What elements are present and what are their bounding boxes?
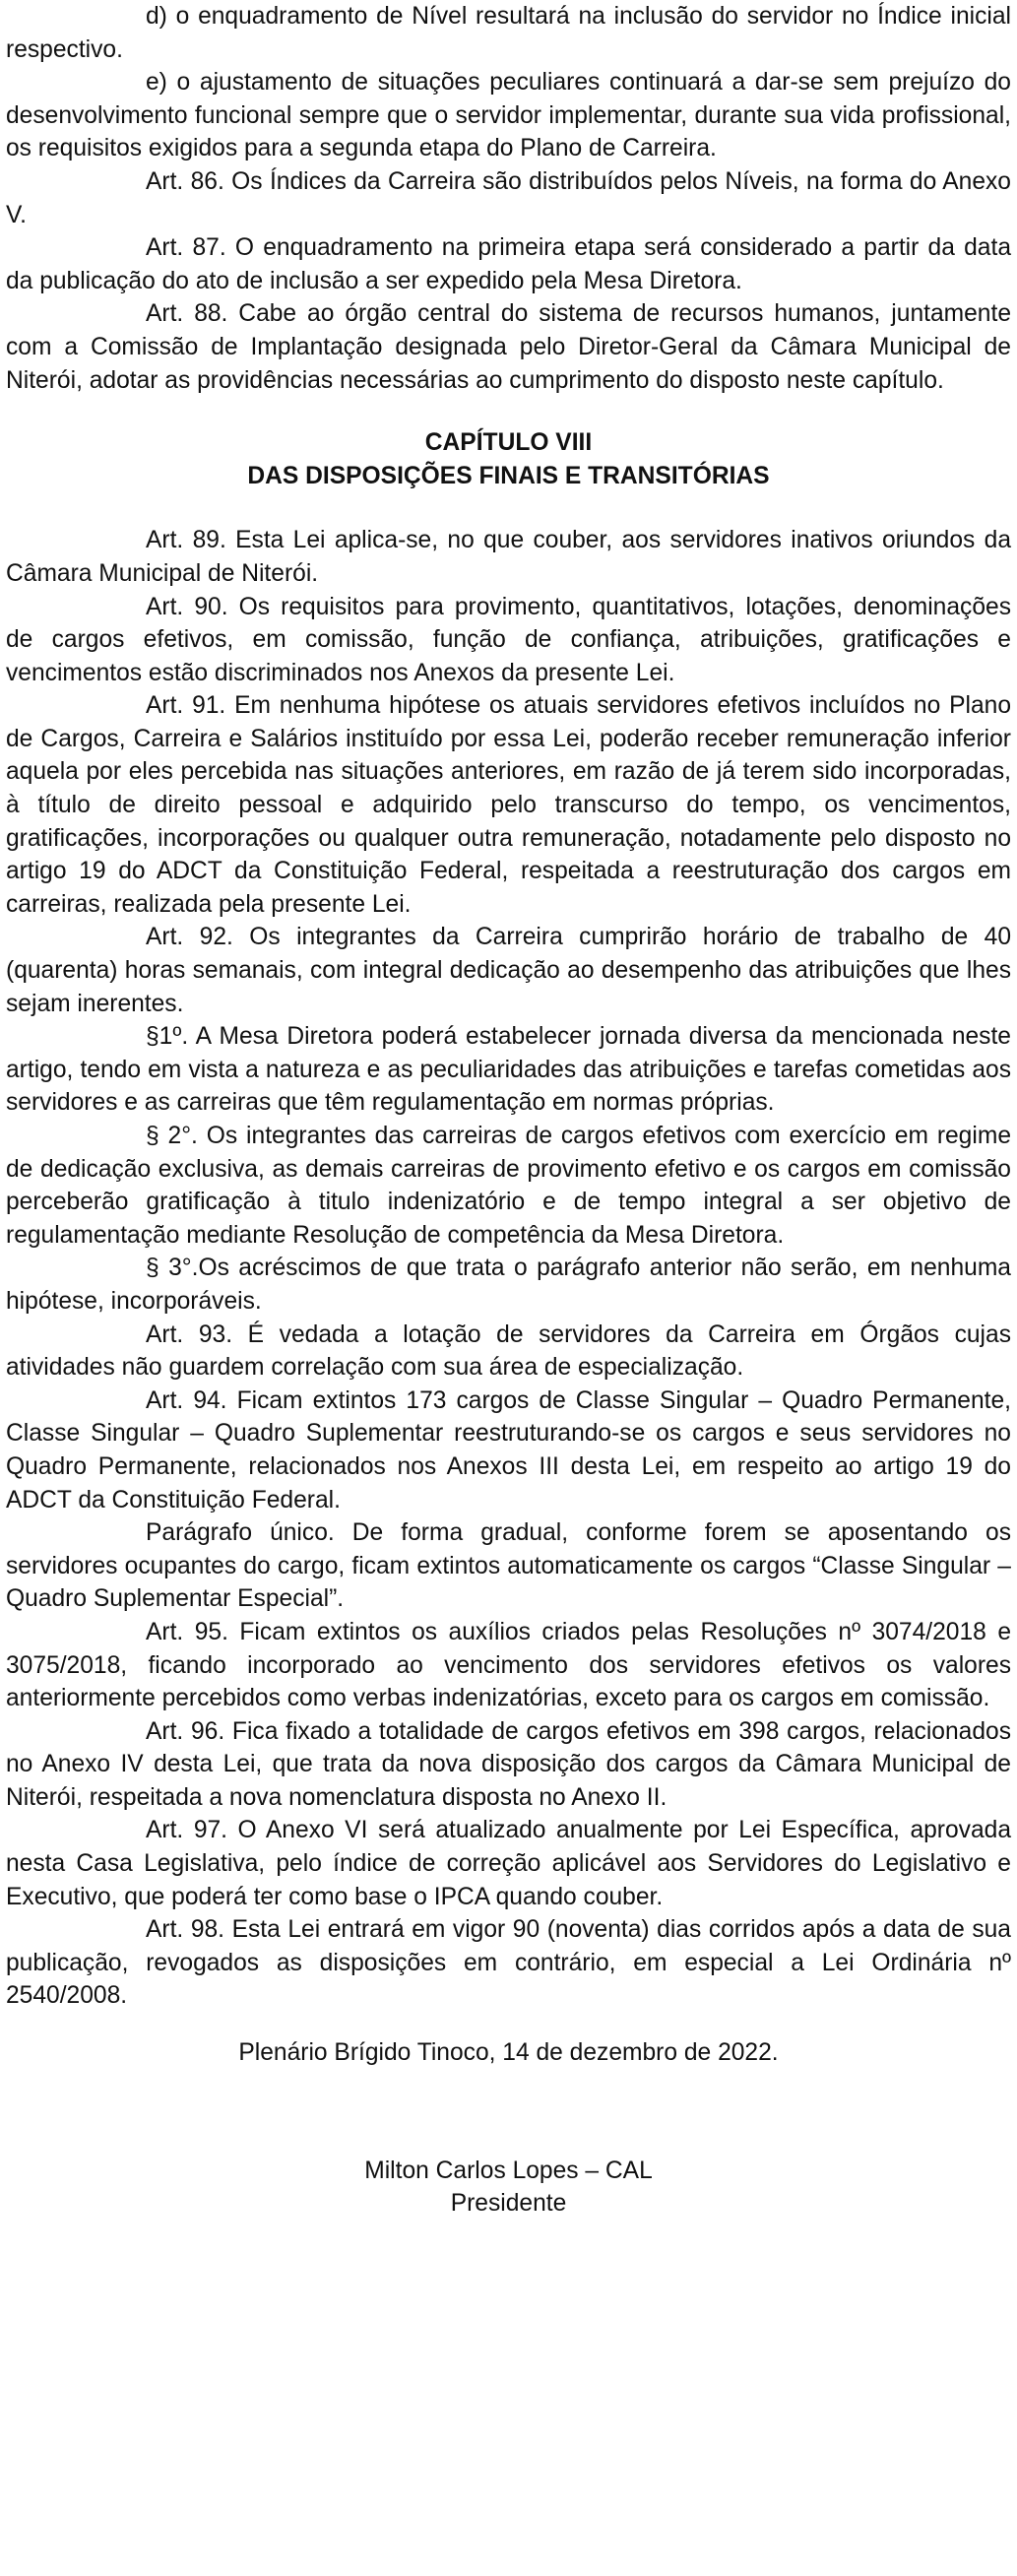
paragraph: Art. 96. Fica fixado a totalidade de cargos efetivos em 398 cargos, relacionados no Anexo IV desta Lei, que trata da nova disposição dos cargos da Câmara Municipal de Niterói, respeitada a nova nomenclatura disposta no Anexo II. — [6, 1717, 1011, 1811]
chapter-number: CAPÍTULO VIII — [424, 429, 593, 457]
paragraph: d) o enquadramento de Nível resultará na inclusão do servidor no Índice inicial respectivo. — [6, 3, 1011, 63]
signatory-role: Presidente — [450, 2190, 567, 2218]
paragraph: § 2°. Os integrantes das carreiras de cargos efetivos com exercício em regime de dedicação exclusiva, as demais carreiras de provimento efetivo e os cargos em comissão perceberão gratificação à titulo indenizatório e de tempo integral a ser objetivo de regulamentação mediante Resolução de competência da Mesa Diretora. — [6, 1123, 1011, 1249]
paragraph: Art. 88. Cabe ao órgão central do sistema de recursos humanos, juntamente com a Comissão de Implantação designada pelo Diretor-Geral da Câmara Municipal de Niterói, adotar as providências necessárias ao cumprimento do disposto neste capítulo. — [6, 300, 1011, 394]
signature-block — [6, 2155, 1011, 2221]
paragraph: Art. 94. Ficam extintos 173 cargos de Classe Singular – Quadro Permanente, Classe Singular – Quadro Suplementar reestruturando-se os cargos e seus servidores no Quadro Permanente, relacionados nos Anexos III desta Lei, em respeito ao artigo 19 do ADCT da Constituição Federal. — [6, 1386, 1011, 1513]
signatory-name: Milton Carlos Lopes – CAL — [364, 2157, 653, 2184]
paragraph: Art. 87. O enquadramento na primeira etapa será considerado a partir da data da publicação do ato de inclusão a ser expedido pela Mesa Diretora. — [6, 234, 1011, 294]
chapter-heading — [6, 426, 1011, 492]
paragraph: Art. 90. Os requisitos para provimento, quantitativos, lotações, denominações de cargos efetivos, em comissão, função de confiança, atribuições, gratificações e vencimentos estão discriminados nos Anexos da presente Lei. — [6, 593, 1011, 686]
chapter-title: DAS DISPOSIÇÕES FINAIS E TRANSITÓRIAS — [247, 462, 770, 489]
place-and-date: Plenário Brígido Tinoco, 14 de dezembro de 2022. — [238, 2039, 779, 2067]
paragraph: Art. 98. Esta Lei entrará em vigor 90 (noventa) dias corridos após a data de sua publicação, revogados as disposições em contrário, em especial a Lei Ordinária nº 2540/2008. — [6, 1916, 1011, 2010]
law-text-bottom — [6, 524, 1011, 2013]
paragraph: e) o ajustamento de situações peculiares continuará a dar-se sem prejuízo do desenvolvimento funcional sempre que o servidor implementar, durante sua vida profissional, os requisitos exigidos para a segunda etapa do Plano de Carreira. — [6, 69, 1011, 162]
paragraph: Art. 86. Os Índices da Carreira são distribuídos pelos Níveis, na forma do Anexo V. — [6, 167, 1011, 228]
paragraph: Art. 91. Em nenhuma hipótese os atuais servidores efetivos incluídos no Plano de Cargos, Carreira e Salários instituído por essa Lei, poderão receber remuneração inferior aquela por eles percebida nas situações anteriores, em razão de já terem sido incorporadas, à título de direito pessoal e adquirido pelo transcurso do tempo, os vencimentos, gratificações, incorporações ou qualquer outra remuneração, notadamente pelo disposto no artigo 19 do ADCT da Constituição Federal, respeitada a reestruturação dos cargos em carreiras, realizada pela presente Lei. — [6, 692, 1011, 918]
paragraph: Art. 95. Ficam extintos os auxílios criados pelas Resoluções nº 3074/2018 e 3075/2018, ficando incorporado ao vencimento dos servidores efetivos os valores anteriormente percebidos como verbas indenizatórias, exceto para os cargos em comissão. — [6, 1618, 1011, 1712]
paragraph: Art. 93. É vedada a lotação de servidores da Carreira em Órgãos cujas atividades não guardem correlação com sua área de especialização. — [6, 1320, 1011, 1382]
paragraph: Parágrafo único. De forma gradual, conforme forem se aposentando os servidores ocupantes do cargo, ficam extintos automaticamente os cargos “Classe Singular – Quadro Suplementar Especial”. — [6, 1519, 1011, 1613]
paragraph: §1º. A Mesa Diretora poderá estabelecer jornada diversa da mencionada neste artigo, tendo em vista a natureza e as peculiaridades das atribuições e tarefas cometidas aos servidores e as carreiras que têm regulamentação em normas próprias. — [6, 1023, 1011, 1117]
paragraph: Art. 92. Os integrantes da Carreira cumprirão horário de trabalho de 40 (quarenta) horas semanais, com integral dedicação ao desempenho das atribuições que lhes sejam inerentes. — [6, 924, 1011, 1017]
law-text-top — [6, 0, 1011, 397]
paragraph: Art. 89. Esta Lei aplica-se, no que couber, aos servidores inativos oriundos da Câmara Municipal de Niterói. — [6, 527, 1011, 587]
paragraph: § 3°.Os acréscimos de que trata o parágrafo anterior não serão, em nenhuma hipótese, incorporáveis. — [6, 1255, 1011, 1315]
paragraph: Art. 97. O Anexo VI será atualizado anualmente por Lei Específica, aprovada nesta Casa Legislativa, pelo índice de correção aplicável aos Servidores do Legislativo e Executivo, que poderá ter como base o IPCA quando couber. — [6, 1817, 1011, 1910]
